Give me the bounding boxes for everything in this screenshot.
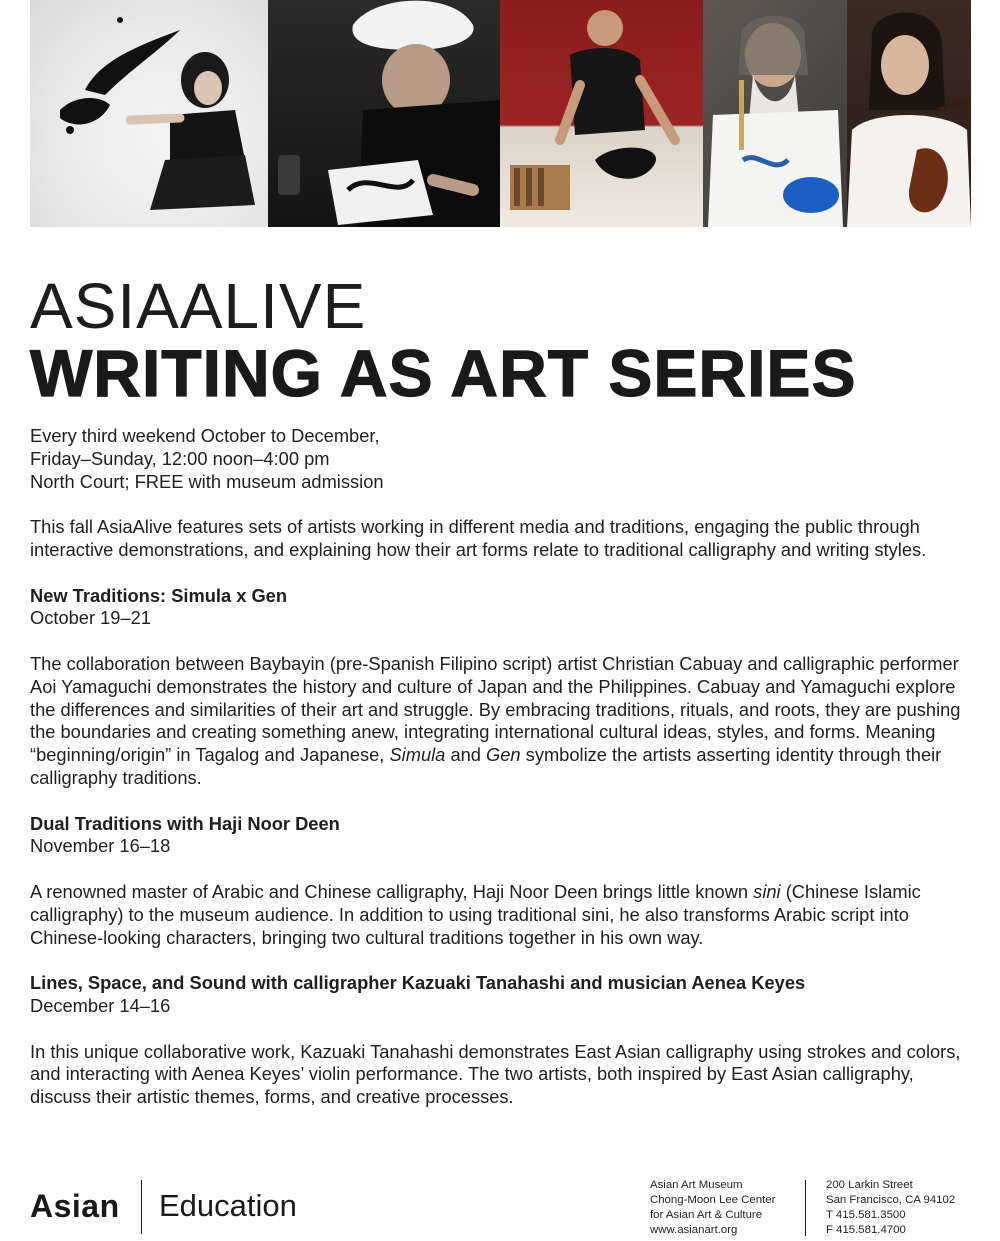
section-body: The collaboration between Baybayin (pre-Spanish Filipino script) artist Christian Cabuay and calligraphic performer Aoi Yamaguchi demonstrates the history and culture of Japan and the Philippines. Cabuay and Yamaguchi explore the differences and similarities of their art and struggle. By embracing traditions, rituals, and roots, they are pushing the boundaries and creating something anew, integrating international cultural ideas, styles, and forms. Meaning “beginning/origin” in Tagalog and Japanese, Simula and Gen symbolize the artists asserting identity through their calligraphy traditions. [30, 652, 961, 788]
section-date: December 14–16 [30, 994, 171, 1016]
address-line: Chong-Moon Lee Center [650, 1194, 776, 1206]
website-link[interactable]: www.asianart.org [650, 1224, 738, 1236]
calligrapher-brushing-scroll-photo [500, 0, 703, 227]
master-calligrapher-writing-photo [703, 0, 847, 227]
schedule-line: North Court; FREE with museum admission [30, 470, 384, 492]
phone-number: T 415.581.3500 [826, 1209, 906, 1221]
footer [30, 1178, 970, 1238]
event-description [30, 425, 970, 1109]
fax-number: F 415.581.4700 [826, 1224, 906, 1236]
violinist-photo [847, 0, 971, 227]
section-date: November 16–18 [30, 835, 171, 857]
intro-paragraph: This fall AsiaAlive features sets of artists working in different media and traditions, engaging the public through interactive demonstrations, and explaining how their art forms relate to traditional calligraphy and writing styles. [30, 516, 927, 560]
logo-divider [141, 1180, 142, 1234]
address-line: Asian Art Museum [650, 1179, 743, 1191]
address-line: for Asian Art & Culture [650, 1209, 763, 1221]
series-label: ASIAALIVE [30, 270, 367, 342]
section-title: Lines, Space, and Sound with calligrapher Kazuaki Tanahashi and musician Aenea Keyes [30, 972, 806, 994]
contact-info [826, 1178, 955, 1238]
address-line: San Francisco, CA 94102 [826, 1194, 956, 1206]
photo-strip [30, 0, 971, 227]
section-body: In this unique collaborative work, Kazuaki Tanahashi demonstrates East Asian calligraphy using strokes and colors, and interacting with Aenea Keyes’ violin performance. The two artists, both inspired by East Asian calligraphy, discuss their artistic themes, forms, and creative processes. [30, 1040, 961, 1108]
street-artist-drawing-photo [268, 0, 500, 227]
section-date: October 19–21 [30, 607, 151, 629]
section-title: New Traditions: Simula x Gen [30, 584, 288, 606]
address-line: 200 Larkin Street [826, 1179, 913, 1191]
calligraphy-performer-photo [30, 0, 268, 227]
section-body: A renowned master of Arabic and Chinese calligraphy, Haji Noor Deen brings little known sini (Chinese Islamic calligraphy) to the museum audience. In addition to using traditional sini, he also transforms Arabic script into Chinese-looking characters, bringing two cultural traditions together in his own way. [30, 880, 921, 948]
section-title: Dual Traditions with Haji Noor Deen [30, 812, 340, 834]
museum-address [650, 1178, 775, 1238]
series-title: WRITING AS ART SERIES [30, 336, 857, 410]
schedule-line: Friday–Sunday, 12:00 noon–4:00 pm [30, 447, 330, 469]
schedule-line: Every third weekend October to December, [30, 425, 380, 446]
education-logo: Education [159, 1188, 297, 1223]
address-divider [805, 1180, 806, 1236]
asian-logo: Asian [30, 1188, 120, 1224]
